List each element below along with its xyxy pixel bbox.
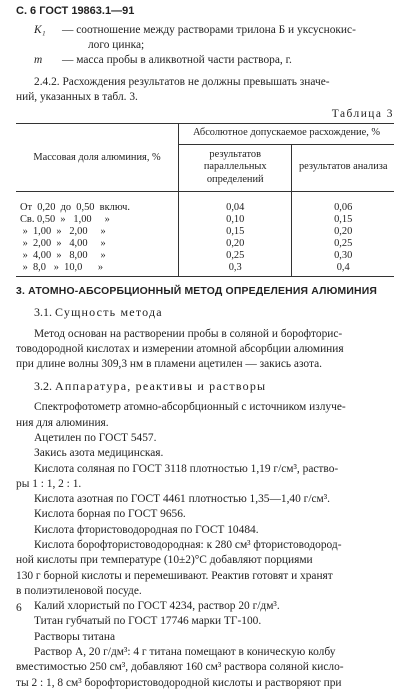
text-line: Кислота соляная по ГОСТ 3118 плотностью 1,19 г/см³, раство- [34,462,339,475]
text-line: Раствор А, 20 г/дм³: 4 г титана помещают в коническую колбу [34,645,336,658]
table-row [16,250,394,262]
text-line: Кислота борная по ГОСТ 9656. [34,508,186,521]
text-line: Растворы титана [34,630,116,643]
table-row [16,238,394,250]
column-header-analysis: результатов анализа [292,144,394,191]
subsection-3-2-heading [16,378,394,394]
column-header-absolute: Абсолютное допускаемое расхождение, % [179,124,394,144]
text-line: Спектрофотометр атомно-абсорбционный с источником излуче- [34,401,346,414]
text-line: Метод основан на растворении пробы в соляной и борофторис- [34,327,343,340]
text-line: Калий хлористый по ГОСТ 4234, раствор 20 г/дм³. [34,600,280,613]
text-line: Ацетилен по ГОСТ 5457. [34,432,157,445]
text-line: при длине волны 309,3 нм в пламени ацетилен — закись азота. [16,358,322,371]
definition-m [16,53,394,68]
column-header-mass: Массовая доля алюминия, % [16,124,179,192]
mass-range-cell: » 8,0 » 10,0 » [20,261,104,273]
subsection-3-2-text [16,400,394,690]
definition-text [62,53,394,68]
analysis-value-cell: 0,20 [292,226,394,238]
text-line: в полиэтиленовой посуде. [16,584,142,597]
subsection-title: Аппаратура, реактивы и растворы [55,379,267,394]
analysis-value-cell: 0,15 [292,214,394,226]
mass-range-cell: » 4,00 » 8,00 » [20,249,106,261]
table-row [16,262,394,276]
definition-line: лого цинка; [88,39,145,52]
subsection-3-1-text [16,327,394,373]
analysis-value-cell: 0,06 [292,192,394,214]
mass-range-cell: » 1,00 » 2,00 » [20,226,106,238]
page-header: С. 6 ГОСТ 19863.1—91 [16,5,135,17]
text-line: ты 2 : 1, 8 см³ борофтористоводородной кислоты и растворяют при [16,676,342,689]
subsection-3-1-heading [16,304,394,320]
text-line: 2.4.2. Расхождения результатов не должны превышать значе- [34,75,330,88]
table-row [16,226,394,238]
text-line: ры 1 : 1, 2 : 1. [16,477,82,490]
discrepancy-table [16,123,394,276]
section-3-title: 3. АТОМНО-АБСОРБЦИОННЫЙ МЕТОД ОПРЕДЕЛЕНИЯ АЛЮМИНИЯ [16,285,378,297]
text-line: Титан губчатый по ГОСТ 17746 марки ТГ-100. [34,615,262,628]
text-line: Кислота фтористоводородная по ГОСТ 10484. [34,523,259,536]
definition-text [62,23,394,54]
parallel-value-cell: 0,15 [179,226,292,238]
table-row [16,214,394,226]
subsection-title: Сущность метода [55,305,163,320]
text-line: ной кислоты при температуре (10±2)°С добавляют порциями [16,554,313,567]
mass-range-cell: Св. 0,50 » 1,00 » [20,214,110,226]
parallel-value-cell: 0,10 [179,214,292,226]
page-number: 6 [16,602,22,614]
paragraph-2-4-2 [16,75,394,106]
definition-term: m [34,54,43,67]
definition-line: — масса пробы в аликвотной части раствора, г. [62,54,292,67]
table-caption: Таблица 3 [331,108,394,121]
column-header-parallel: результатов параллельных определений [179,144,292,191]
analysis-value-cell: 0,30 [292,250,394,262]
analysis-value-cell: 0,25 [292,238,394,250]
definition-term: K₁ [34,23,46,36]
definition-k1 [16,23,394,54]
text-line: 130 г борной кислоты и перемешивают. Реактив готовят и хранят [16,569,333,582]
table-row [16,192,394,214]
text-line: вместимостью 250 см³, добавляют 160 см³ раствора соляной кисло- [16,661,344,674]
mass-range-cell: От 0,20 до 0,50 включ. [20,202,131,214]
parallel-value-cell: 0,04 [179,192,292,214]
analysis-value-cell: 0,4 [292,262,394,276]
parallel-value-cell: 0,3 [179,262,292,276]
parallel-value-cell: 0,20 [179,238,292,250]
text-line: ния для алюминия. [16,416,109,429]
page-content [16,4,394,691]
subsection-number: 3.2. [34,379,52,394]
text-line: Кислота азотная по ГОСТ 4461 плотностью 1,35—1,40 г/см³. [34,493,331,506]
text-line: Кислота борофтористоводородная: к 280 см³ фтористоводород- [34,538,342,551]
subsection-number: 3.1. [34,305,52,320]
mass-range-cell: » 2,00 » 4,00 » [20,237,106,249]
text-line: товодородной кислотах и измерении атомной абсорбции алюминия [16,342,344,355]
definition-line: — соотношение между растворами трилона Б и уксуснокис- [62,23,356,36]
parallel-value-cell: 0,25 [179,250,292,262]
text-line: Закись азота медицинская. [34,447,164,460]
text-line: ний, указанных в табл. 3. [16,90,138,103]
